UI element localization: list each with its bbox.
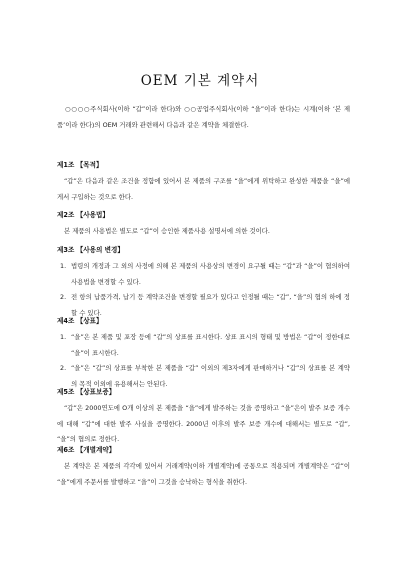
item-text: “을”은 본 제품 및 포장 등에 “갑”의 상표를 표시한다. 상표 표시의 형태 및 방법은 “갑”이 정한대로 “을”이 표시한다. — [71, 333, 350, 357]
article-6-heading: 제6조 【개별계약】 — [57, 446, 116, 454]
item-number: 1. — [60, 262, 67, 270]
item-number: 2. — [60, 293, 67, 301]
article-3 — [57, 245, 350, 321]
item-text: 법령의 개정과 그 외의 사정에 의해 본 제품의 사용상의 변경이 요구될 때는 “갑”과 “을”이 협의하여 사용법을 변경할 수 있다. — [71, 262, 350, 286]
intro-paragraph: ○○○○주식회사(이하 “갑”이라 한다)와 ○○공업주식회사(이하 “을”이라 한다)는 시계(이하 ‘본 제품’이라 한다)의 OEM 거래와 관련해서 다음과 같은 계약을 체결한다. — [57, 105, 350, 129]
article-2 — [57, 210, 350, 240]
article-3-heading: 제3조 【사용의 변경】 — [57, 246, 124, 254]
article-1 — [57, 160, 350, 205]
article-4-heading: 제4조 【상표】 — [57, 317, 103, 325]
item-number: 2. — [60, 364, 67, 372]
article-3-item-1 — [57, 259, 350, 290]
article-2-heading: 제2조 【사용법】 — [57, 211, 109, 219]
article-4 — [57, 316, 350, 392]
article-1-body: “갑”은 다음과 같은 조건을 정함에 있어서 본 제품의 구조를 “을”에게 위탁하고 완성한 제품을 “을”에게서 구입하는 것으로 한다. — [57, 177, 350, 201]
article-5 — [57, 387, 350, 448]
article-5-heading: 제5조 【상표보증】 — [57, 388, 116, 396]
article-6 — [57, 445, 350, 490]
item-text: 전 항의 납품가격, 납기 등 계약조건을 변경할 필요가 있다고 인정될 때는 “갑”, “을”의 협의 하에 정할 수 있다. — [71, 293, 350, 317]
article-5-body: “갑”은 2000연도에 O개 이상의 본 제품을 “을”에게 발주하는 것을 증명하고 “을”은이 발주 보증 개수에 대해 “갑”에 대한 발주 사실을 증명한다. 2000년 이후의 발주 보증 개수에 대해서는 별도로 “갑”, “을”의 협의로 정한다. — [57, 404, 350, 443]
item-text: “을”은 “갑”의 상표를 부착한 본 제품을 “갑” 이외의 제3자에게 판매하거나 “갑”의 상표를 본 계약의 목적 이외에 유용해서는 안된다. — [71, 364, 350, 388]
article-6-body: 본 계약은 본 제품의 각각에 있어서 거래계약(이하 개별계약)에 공통으로 적용되며 개별계약은 “갑”이 “을”에게 주문서를 발행하고 “을”이 그것을 승낙하는 형식을 취한다. — [57, 462, 350, 486]
document-title: OEM 기본 계약서 — [140, 73, 260, 89]
article-1-heading: 제1조 【목적】 — [57, 161, 103, 169]
article-2-body: 본 제품의 사용법은 별도로 “갑”이 승인한 제품사용 설명서에 의한 것이다. — [64, 227, 270, 235]
article-4-item-1 — [57, 330, 350, 361]
item-number: 1. — [60, 333, 67, 341]
